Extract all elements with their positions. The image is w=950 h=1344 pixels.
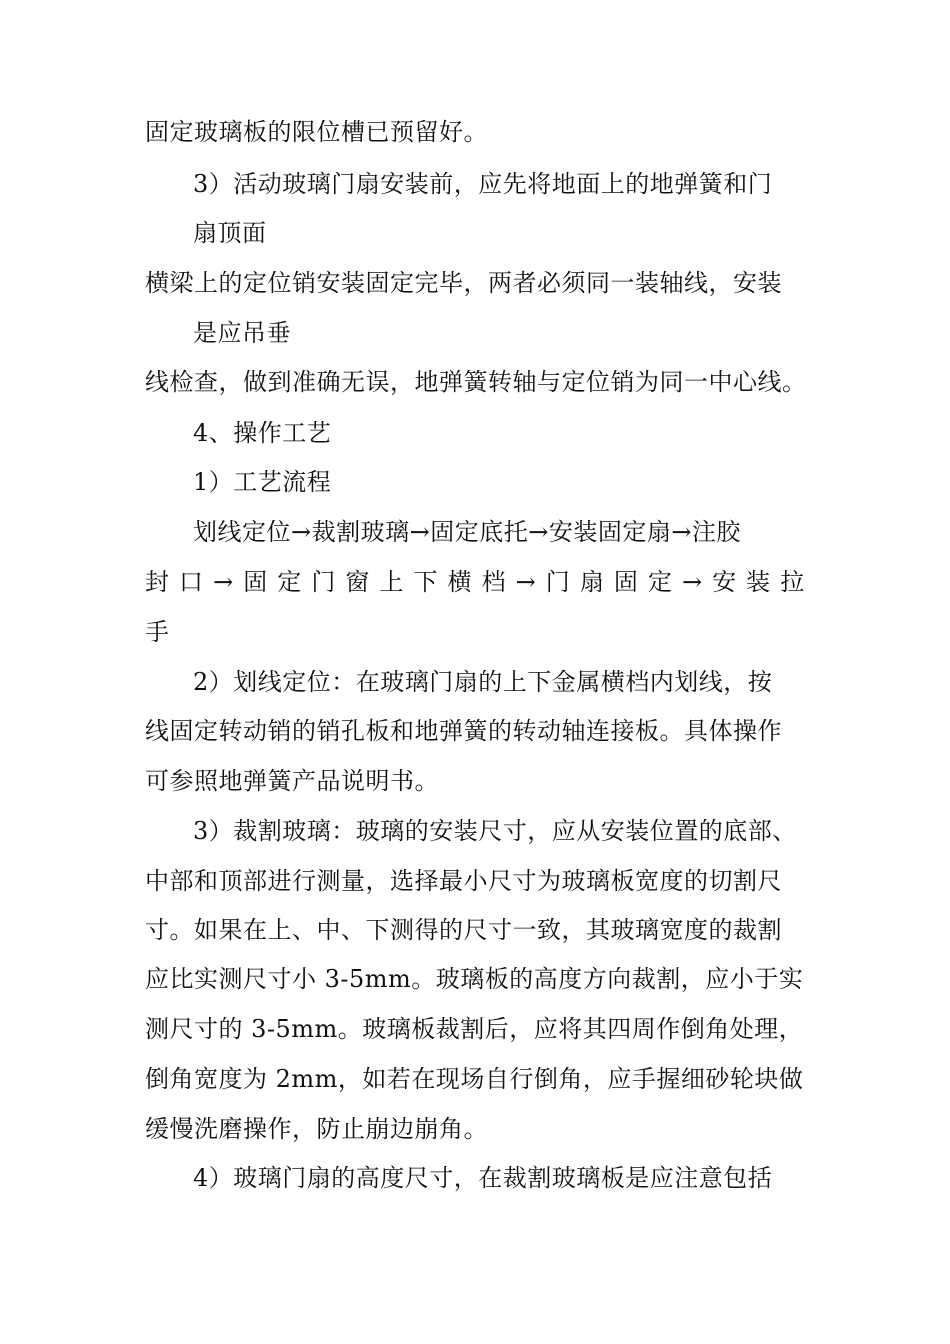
flow-arrow: → <box>515 568 537 596</box>
flow-char: 上 <box>379 568 404 596</box>
text-line: 中部和顶部进行测量，选择最小尺寸为玻璃板宽度的切割尺 <box>145 867 782 895</box>
text-line: 划线定位→裁割玻璃→固定底托→安装固定扇→注胶 <box>193 518 741 546</box>
flow-char: 档 <box>481 568 507 596</box>
text-line: 是应吊垂 <box>193 319 291 347</box>
flow-char: 装 <box>746 568 771 596</box>
text-line: 手 <box>145 618 170 646</box>
text-line: 固定玻璃板的限位槽已预留好。 <box>145 118 488 146</box>
text-line: 可参照地弹簧产品说明书。 <box>145 767 439 795</box>
text-line: 应比实测尺寸小 3-5mm。玻璃板的高度方向裁割，应小于实 <box>145 965 804 993</box>
text-line: 寸。如果在上、中、下测得的尺寸一致，其玻璃宽度的裁割 <box>145 916 782 944</box>
flow-char: 横 <box>447 568 473 596</box>
text-line: 4）玻璃门扇的高度尺寸，在裁割玻璃板是应注意包括 <box>193 1164 773 1192</box>
flow-arrow: → <box>213 568 234 596</box>
flow-char: 拉 <box>780 568 805 596</box>
flow-arrow: → <box>681 568 703 596</box>
text-line: 2）划线定位：在玻璃门扇的上下金属横档内划线，按 <box>193 668 773 696</box>
flow-char: 扇 <box>579 568 605 596</box>
flow-char: 下 <box>413 568 438 596</box>
flow-char: 窗 <box>345 568 370 596</box>
text-line: 横梁上的定位销安装固定完毕，两者必须同一装轴线，安装 <box>145 269 782 297</box>
flow-char: 门 <box>311 568 336 596</box>
text-line: 扇顶面 <box>193 219 267 247</box>
flow-char: 门 <box>545 568 571 596</box>
text-line: 测尺寸的 3-5mm。玻璃板裁割后，应将其四周作倒角处理， <box>145 1015 804 1043</box>
text-line: 线固定转动销的销孔板和地弹簧的转动轴连接板。具体操作 <box>145 717 782 745</box>
text-line: 缓慢洗磨操作，防止崩边崩角。 <box>145 1115 488 1143</box>
subsection-heading: 1）工艺流程 <box>193 468 332 496</box>
text-line: 倒角宽度为 2mm，如若在现场自行倒角，应手握细砂轮块做 <box>145 1065 804 1093</box>
section-heading: 4、操作工艺 <box>193 419 332 447</box>
text-line: 3）裁割玻璃：玻璃的安装尺寸，应从安装位置的底部、 <box>193 817 797 845</box>
process-flow-line <box>145 567 805 597</box>
flow-char: 定 <box>647 568 673 596</box>
flow-char: 口 <box>179 568 204 596</box>
flow-char: 固 <box>613 568 639 596</box>
text-line: 线检查，做到准确无误，地弹簧转轴与定位销为同一中心线。 <box>145 368 807 396</box>
flow-char: 定 <box>277 568 302 596</box>
flow-char: 封 <box>145 568 170 596</box>
flow-char: 固 <box>243 568 268 596</box>
text-line: 3）活动玻璃门扇安装前，应先将地面上的地弹簧和门 <box>193 170 773 198</box>
flow-char: 安 <box>712 568 737 596</box>
